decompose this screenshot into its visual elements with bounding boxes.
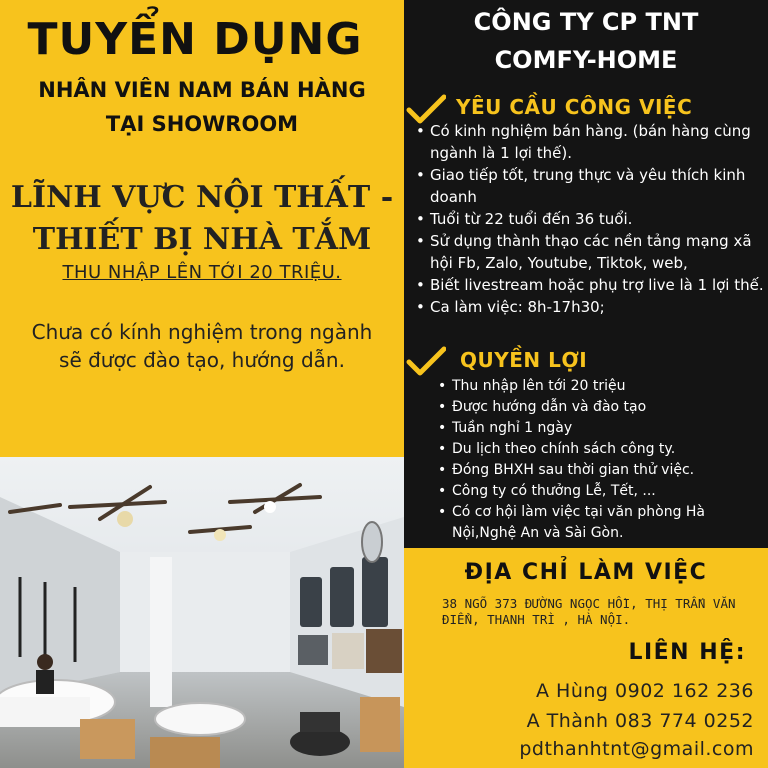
poster-title: TUYỂN DỤNG — [27, 14, 363, 65]
list-item: • Thu nhập lên tới 20 triệu — [438, 376, 768, 397]
list-item: • Biết livestream hoặc phụ trợ live là 1 lợi thế. — [414, 274, 764, 296]
contact-title: LIÊN HỆ: — [628, 640, 746, 665]
showroom-photo — [0, 457, 404, 768]
list-item: • Tuổi từ 22 tuổi đến 36 tuổi. — [414, 208, 764, 230]
training-note: Chưa có kính nghiệm trong ngành sẽ được đào tạo, hướng dẫn. — [31, 320, 373, 372]
contact-panel — [404, 548, 768, 768]
address-text: 38 NGÕ 373 ĐƯỜNG NGỌC HỒI, THỊ TRẤN VĂN ĐIỂN, THANH TRÌ , HÀ NỘI. — [442, 596, 736, 627]
list-item: • Du lịch theo chính sách công ty. — [438, 439, 768, 460]
field-title-line1: LĨNH VỰC NỘI THẤT - — [10, 180, 394, 215]
contact-phone-thanh: A Thành 083 774 0252 — [526, 710, 754, 732]
check-icon — [406, 346, 446, 376]
position-title: NHÂN VIÊN NAM BÁN HÀNG — [38, 78, 366, 102]
benefits-list — [438, 376, 768, 544]
benefits-title: QUYỀN LỢI — [460, 348, 588, 372]
list-item: • Tuần nghỉ 1 ngày — [438, 418, 768, 439]
list-item: • Có cơ hội làm việc tại văn phòng Hà Nội,Nghệ An và Sài Gòn. — [438, 502, 768, 544]
list-item: • Được hướng dẫn và đào tạo — [438, 397, 768, 418]
list-item: • Ca làm việc: 8h-17h30; — [414, 296, 764, 318]
details-panel — [404, 0, 768, 548]
list-item: • Giao tiếp tốt, trung thực và yêu thích kinh doanh — [414, 164, 764, 208]
field-title-line2: THIẾT BỊ NHÀ TẮM — [32, 222, 372, 257]
list-item: • Đóng BHXH sau thời gian thử việc. — [438, 460, 768, 481]
location-title: TẠI SHOWROOM — [105, 112, 299, 136]
list-item: • Công ty có thưởng Lễ, Tết, ... — [438, 481, 768, 502]
contact-phone-hung: A Hùng 0902 162 236 — [536, 680, 754, 702]
company-name-line1: CÔNG TY CP TNT — [473, 8, 699, 36]
list-item: • Có kinh nghiệm bán hàng. (bán hàng cùng ngành là 1 lợi thế). — [414, 120, 764, 164]
company-name-line2: COMFY-HOME — [494, 46, 678, 74]
list-item: • Sử dụng thành thạo các nền tảng mạng xã hội Fb, Zalo, Youtube, Tiktok, web, — [414, 230, 764, 274]
requirements-list — [414, 120, 764, 318]
contact-email: pdthanhtnt@gmail.com — [519, 738, 754, 760]
address-title: ĐỊA CHỈ LÀM VIỆC — [464, 560, 708, 585]
showroom-illustration — [0, 457, 404, 768]
income-highlight: THU NHẬP LÊN TỚI 20 TRIỆU. — [62, 262, 342, 283]
headline-panel — [0, 0, 404, 457]
requirements-title: YÊU CẦU CÔNG VIỆC — [456, 95, 693, 119]
